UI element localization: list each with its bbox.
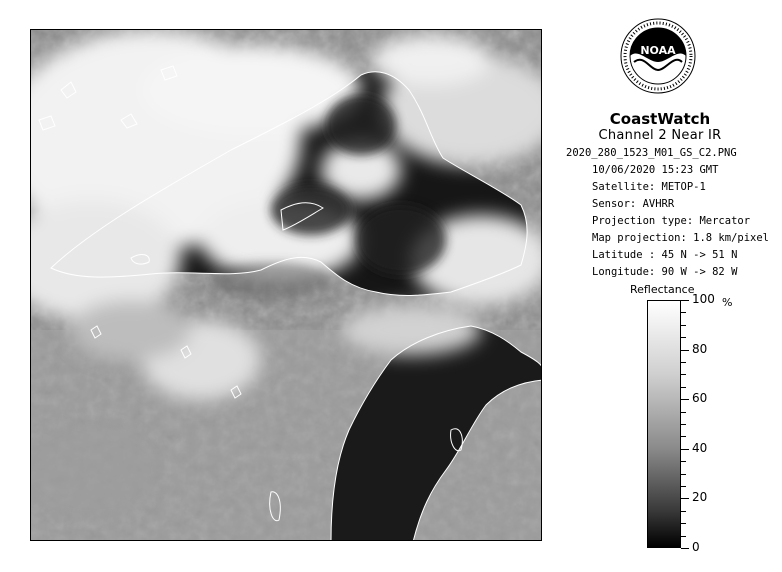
colorbar-tick	[681, 337, 686, 338]
colorbar-tick	[681, 474, 686, 475]
colorbar-tick	[681, 300, 689, 301]
colorbar-tick	[681, 362, 686, 363]
colorbar-tick-label: 60	[692, 391, 708, 405]
colorbar-tick	[681, 387, 686, 388]
meta-longitude: Longitude: 90 W -> 82 W	[592, 266, 738, 278]
colorbar-tick	[681, 325, 686, 326]
colorbar-tick-label: 40	[692, 441, 708, 455]
image-filename: 2020_280_1523_M01_GS_C2.PNG	[566, 147, 737, 159]
meta-map-projection: Map projection: 1.8 km/pixel	[592, 232, 770, 244]
colorbar-tick	[681, 461, 686, 462]
meta-projection-type: Projection type: Mercator	[592, 215, 751, 227]
noaa-emblem-icon	[620, 18, 696, 94]
meta-satellite: Satellite: METOP-1	[592, 181, 706, 193]
colorbar-tick	[681, 536, 686, 537]
colorbar-tick	[681, 449, 689, 450]
noaa-logo-text: NOAA	[640, 44, 676, 57]
brand-title: CoastWatch	[609, 110, 711, 128]
meta-latitude: Latitude : 45 N -> 51 N	[592, 249, 738, 261]
colorbar-tick	[681, 523, 686, 524]
colorbar-tick	[681, 312, 686, 313]
colorbar-tick	[681, 399, 689, 400]
colorbar-tick-label: 0	[692, 540, 700, 554]
colorbar-tick	[681, 486, 686, 487]
colorbar-tick	[681, 498, 689, 499]
noaa-logo	[620, 18, 696, 94]
colorbar-tick-label: 80	[692, 342, 708, 356]
colorbar-tick	[681, 436, 686, 437]
colorbar-tick	[681, 350, 689, 351]
colorbar-tick	[681, 412, 686, 413]
colorbar-tick	[681, 374, 686, 375]
legend-title: Reflectance	[630, 283, 695, 296]
reflectance-colorbar	[647, 300, 681, 548]
colorbar-tick	[681, 548, 689, 549]
satellite-map-svg	[31, 30, 542, 541]
legend-unit: %	[722, 296, 733, 309]
channel-title: Channel 2 Near IR	[598, 128, 722, 143]
image-datetime: 10/06/2020 15:23 GMT	[592, 164, 719, 176]
colorbar-tick-label: 20	[692, 490, 708, 504]
colorbar-tick	[681, 424, 686, 425]
colorbar-tick-label: 100	[692, 292, 715, 306]
satellite-image	[30, 29, 542, 541]
colorbar-tick	[681, 511, 686, 512]
meta-sensor: Sensor: AVHRR	[592, 198, 675, 210]
